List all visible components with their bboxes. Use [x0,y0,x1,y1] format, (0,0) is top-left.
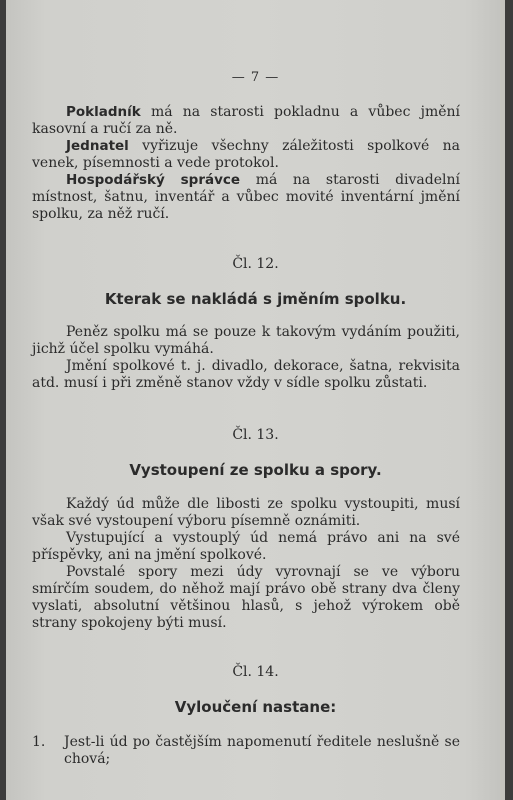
role-term: Pokladník [66,104,141,120]
article-12-body [32,324,460,392]
document-page [6,0,505,800]
article-12-label: Čl. 12. [232,256,279,272]
list-item-number: 1. [32,734,46,750]
list-item [32,734,460,768]
article-13-paragraph: Povstalé spory mezi údy vyrovnají se ve výboru smírčím soudem, do něhož mají právo obě strany dva členy vyslati, absolutní většinou hlasů, s jehož výrokem obě strany spokojeny býti musí. [32,564,460,631]
article-14-label: Čl. 14. [232,664,279,680]
page-number: — 7 — [231,70,280,85]
article-12-heading: Kterak se nakládá s jměním spolku. [104,290,407,308]
article-13-paragraph: Každý úd může dle libosti ze spolku vystoupiti, musí však své vystoupení výboru písemně oznámiti. [32,496,460,529]
list-item-text: Jest-li úd po častějším napomenutí ředitele neslušně se chová; [64,734,460,767]
role-paragraph-steward [32,172,460,223]
role-term: Hospodářský správce [66,172,241,188]
article-13-body [32,496,460,632]
roles-section [32,104,460,223]
role-text: má na starosti pokladnu a vůbec jmění kasovní a ručí za ně. [32,104,460,137]
article-13-label: Čl. 13. [232,427,279,443]
role-term: Jednatel [66,138,129,154]
role-paragraph-treasurer [32,104,460,138]
article-13-paragraph: Vystupující a vystouplý úd nemá právo ani na své příspěvky, ani na jmění spolkové. [32,530,460,563]
article-12-paragraph: Jmění spolkové t. j. divadlo, dekorace, šatna, rekvisita atd. musí i při změně stanov vždy v sídle spolku zůstati. [32,358,460,391]
article-14-heading: Vyloučení nastane: [174,698,337,716]
article-12-paragraph: Peněz spolku má se pouze k takovým vydáním použiti, jichž účel spolku vymáhá. [32,324,460,357]
role-text: má na starosti divadelní místnost, šatnu, inventář a vůbec movité inventární jmění spolku, za něž ručí. [32,172,460,222]
article-13-heading: Vystoupení ze spolku a spory. [129,461,382,479]
role-text: vyřizuje všechny záležitosti spolkové na venek, písemnosti a vede protokol. [32,138,460,171]
role-paragraph-secretary [32,138,460,172]
